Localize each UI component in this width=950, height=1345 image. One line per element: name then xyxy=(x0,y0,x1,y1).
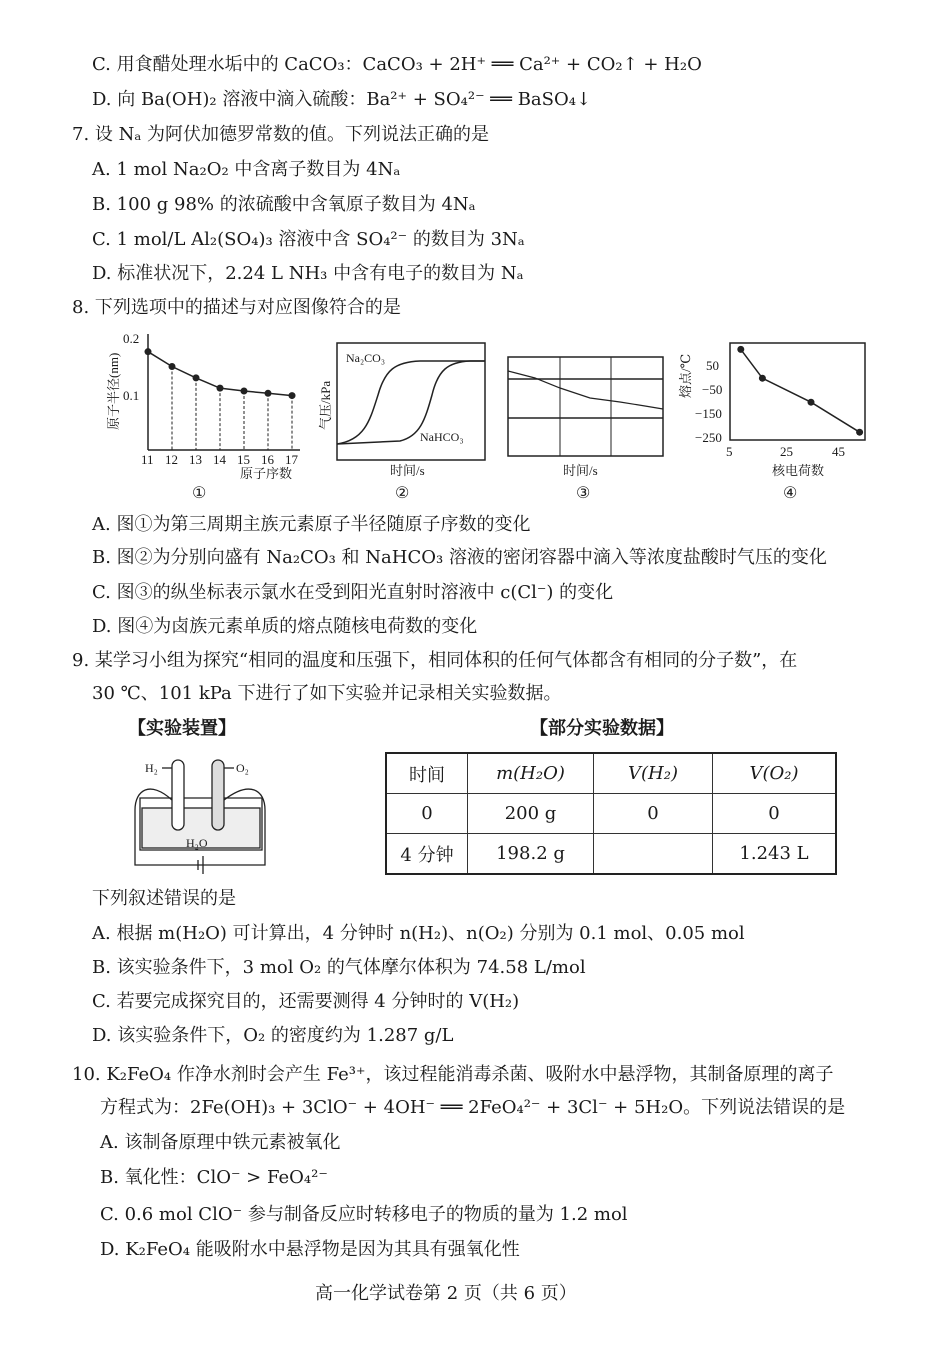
chart-1-xtick: 14 xyxy=(213,452,226,467)
table-header: m(H₂O) xyxy=(468,753,594,794)
chart-4-caption: ④ xyxy=(783,485,798,502)
chart-4-ytick: −250 xyxy=(695,430,722,445)
water-label: H₂O xyxy=(186,836,208,850)
chart-1-ylabel: 原子半径(nm) xyxy=(106,352,121,430)
chart-1-point xyxy=(241,388,248,395)
q10-option-a: A. 该制备原理中铁元素被氧化 xyxy=(100,1132,341,1153)
chart-2-caption: ② xyxy=(395,485,410,502)
chart-4-ytick: −50 xyxy=(702,382,723,397)
q7-option-d: D. 标准状况下，2.24 L NH₃ 中含有电子的数目为 Nₐ xyxy=(92,263,524,284)
chart-1-xtick: 12 xyxy=(165,452,178,467)
chart-1 xyxy=(106,331,300,502)
table-cell: 198.2 g xyxy=(468,834,594,875)
chart-1-point xyxy=(265,390,272,397)
table-row xyxy=(386,794,836,834)
table-cell: 0 xyxy=(594,794,713,834)
q9-option-c: C. 若要完成探究目的，还需要测得 4 分钟时的 V(H₂) xyxy=(92,991,520,1012)
chart-4 xyxy=(678,343,865,502)
chart-1-xlabel: 原子序数 xyxy=(240,466,293,481)
q10-stem-line1: 10. K₂FeO₄ 作净水剂时会产生 Fe³⁺，该过程能消毒杀菌、吸附水中悬浮物，其制备原理的离子 xyxy=(72,1064,834,1085)
chart-3 xyxy=(508,357,663,502)
q10-option-d: D. K₂FeO₄ 能吸附水中悬浮物是因为其具有强氧化性 xyxy=(100,1239,520,1260)
table-cell: 1.243 L xyxy=(713,834,837,875)
o2-tube xyxy=(212,760,224,830)
chart-3-xlabel: 时间/s xyxy=(563,463,598,478)
chart-1-point xyxy=(145,348,152,355)
chart-4-xlabel: 核电荷数 xyxy=(772,463,825,478)
q8-option-c: C. 图③的纵坐标表示氯水在受到阳光直射时溶液中 c(Cl⁻) 的变化 xyxy=(92,582,614,603)
q9-option-a: A. 根据 m(H₂O) 可计算出，4 分钟时 n(H₂)、n(O₂) 分别为 0.1 mol、0.05 mol xyxy=(92,923,745,944)
chart-1-xtick: 11 xyxy=(141,452,154,467)
q9-stem-line2: 30 ℃、101 kPa 下进行了如下实验并记录相关实验数据。 xyxy=(92,683,562,704)
q9-stem-line1: 9. 某学习小组为探究“相同的温度和压强下，相同体积的任何气体都含有相同的分子数”，在 xyxy=(72,650,798,671)
chart-1-point xyxy=(217,385,224,392)
chart-4-line xyxy=(741,349,860,432)
table-cell: 200 g xyxy=(468,794,594,834)
q7-option-c: C. 1 mol/L Al₂(SO₄)₃ 溶液中含 SO₄²⁻ 的数目为 3Nₐ xyxy=(92,229,525,250)
chart-1-xtick: 13 xyxy=(189,452,202,467)
chart-3-caption: ③ xyxy=(576,485,591,502)
chart-4-point xyxy=(737,346,744,353)
chart-2-xlabel: 时间/s xyxy=(390,463,425,478)
chart-4-ytick: 50 xyxy=(706,358,719,373)
chart-4-xtick: 5 xyxy=(726,444,733,459)
o2-label: O₂ xyxy=(236,761,249,775)
q7-option-a: A. 1 mol Na₂O₂ 中含离子数目为 4Nₐ xyxy=(92,159,401,180)
chart-1-xtick: 15 xyxy=(237,452,250,467)
chart-2 xyxy=(318,343,485,502)
q6-option-c: C. 用食醋处理水垢中的 CaCO₃：CaCO₃ + 2H⁺ ══ Ca²⁺ + CO₂↑ + H₂O xyxy=(92,54,702,75)
chart-2-ylabel: 气压/kPa xyxy=(318,380,333,430)
q9-option-d: D. 该实验条件下，O₂ 的密度约为 1.287 g/L xyxy=(92,1025,454,1046)
q8-option-d: D. 图④为卤族元素单质的熔点随核电荷数的变化 xyxy=(92,616,478,637)
chart-1-ytick: 0.2 xyxy=(123,331,140,346)
table-header: V(H₂) xyxy=(594,753,713,794)
chart-4-xtick: 45 xyxy=(832,444,845,459)
q7-option-b: B. 100 g 98% 的浓硫酸中含氧原子数目为 4Nₐ xyxy=(92,194,476,215)
chart-2-legend-na2co3: Na₂CO₃ xyxy=(346,351,386,365)
q8-option-b: B. 图②为分别向盛有 Na₂CO₃ 和 NaHCO₃ 溶液的密闭容器中滴入等浓度盐酸时气压的变化 xyxy=(92,547,827,568)
q6-option-d: D. 向 Ba(OH)₂ 溶液中滴入硫酸：Ba²⁺ + SO₄²⁻ ══ BaSO₄↓ xyxy=(92,89,592,110)
table-cell: 0 xyxy=(386,794,468,834)
table-header: 时间 xyxy=(386,753,468,794)
chart-4-frame xyxy=(730,343,865,440)
q10-stem-line2: 方程式为：2Fe(OH)₃ + 3ClO⁻ + 4OH⁻ ══ 2FeO₄²⁻ + 3Cl⁻ + 5H₂O。下列说法错误的是 xyxy=(100,1097,846,1118)
chart-1-xtick: 17 xyxy=(285,452,298,467)
chart-4-point xyxy=(808,399,815,406)
chart-4-xtick: 25 xyxy=(780,444,793,459)
chart-3-curve xyxy=(508,371,663,409)
h2-label: H₂ xyxy=(145,761,158,775)
table-header-row xyxy=(386,753,836,794)
chart-4-point xyxy=(759,375,766,382)
q10-option-c: C. 0.6 mol ClO⁻ 参与制备反应时转移电子的物质的量为 1.2 mol xyxy=(100,1204,628,1225)
table-cell: 0 xyxy=(713,794,837,834)
chart-3-frame xyxy=(508,357,663,456)
table-header: V(O₂) xyxy=(713,753,837,794)
chart-4-point xyxy=(856,429,863,436)
chart-1-point xyxy=(169,363,176,370)
q10-option-b: B. 氧化性：ClO⁻ > FeO₄²⁻ xyxy=(100,1167,328,1188)
chart-1-point xyxy=(289,392,296,399)
page-footer: 高一化学试卷第 2 页（共 6 页） xyxy=(315,1283,577,1304)
chart-4-ytick: −150 xyxy=(695,406,722,421)
chart-1-caption: ① xyxy=(192,485,207,502)
apparatus-title: 【实验装置】 xyxy=(128,718,236,739)
q7-stem: 7. 设 Nₐ 为阿伏加德罗常数的值。下列说法正确的是 xyxy=(72,124,490,145)
table-cell: 4 分钟 xyxy=(386,834,468,875)
q8-option-a: A. 图①为第三周期主族元素原子半径随原子序数的变化 xyxy=(92,514,531,535)
table-row xyxy=(386,834,836,875)
chart-4-ylabel: 熔点/℃ xyxy=(678,353,693,398)
q8-stem: 8. 下列选项中的描述与对应图像符合的是 xyxy=(72,297,401,318)
chart-1-ytick: 0.1 xyxy=(123,388,140,403)
q9-option-b: B. 该实验条件下，3 mol O₂ 的气体摩尔体积为 74.58 L/mol xyxy=(92,957,586,978)
h2-tube xyxy=(172,760,184,830)
experiment-data-table xyxy=(385,752,837,875)
q9-ask: 下列叙述错误的是 xyxy=(92,888,236,909)
chart-2-legend-nahco3: NaHCO₃ xyxy=(420,430,464,444)
electrolysis-apparatus xyxy=(135,760,265,874)
data-title: 【部分实验数据】 xyxy=(530,718,674,739)
chart-1-point xyxy=(193,374,200,381)
table-cell xyxy=(594,834,713,875)
chart-1-xtick: 16 xyxy=(261,452,274,467)
